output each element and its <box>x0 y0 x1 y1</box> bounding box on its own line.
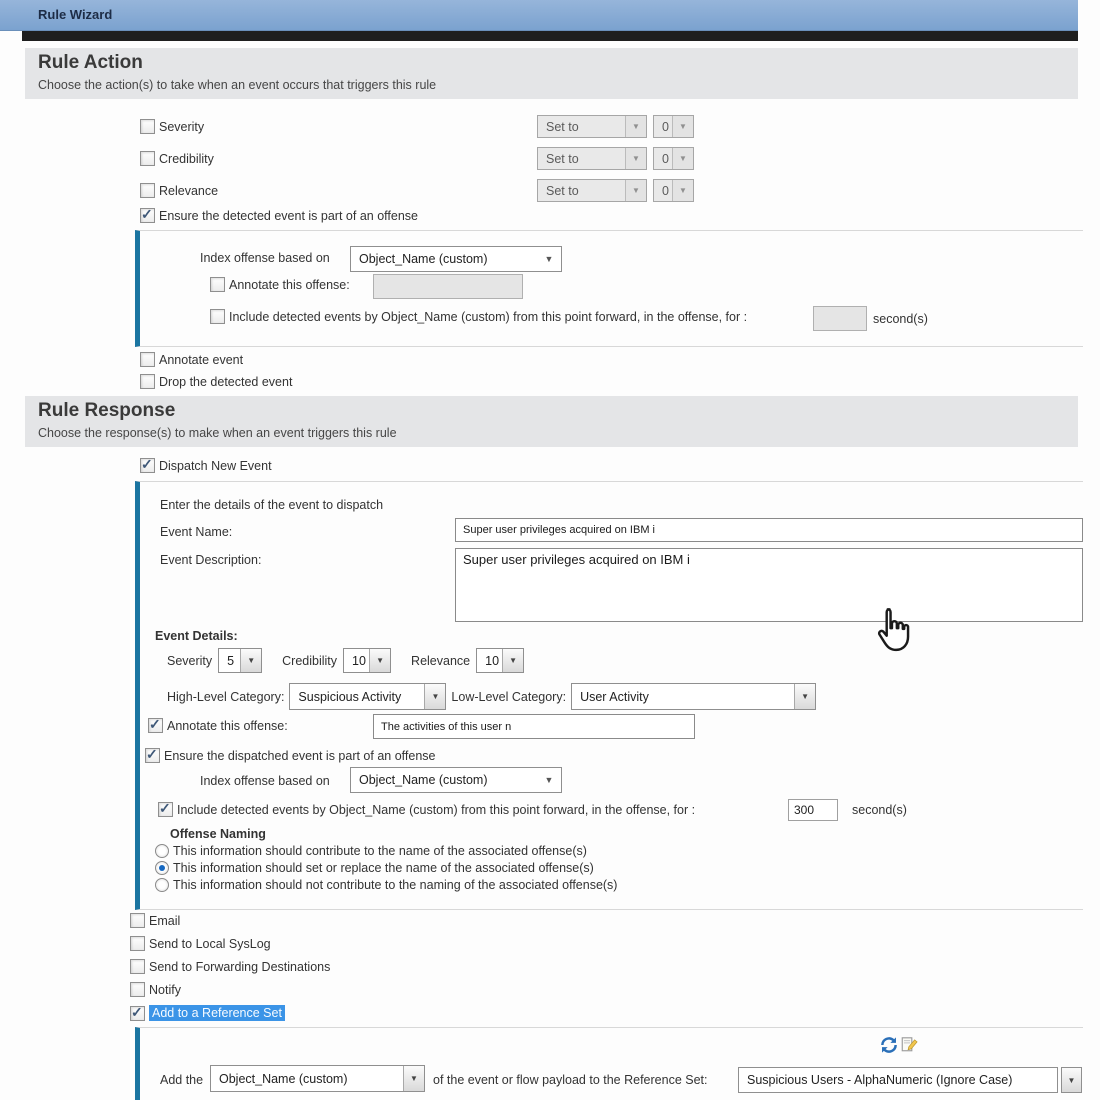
dispatch-details-group <box>135 481 1083 910</box>
credibility-checkbox[interactable] <box>140 151 155 166</box>
window-titlebar <box>0 0 1078 31</box>
high-level-category-dropdown[interactable]: Suspicious Activity ▼ <box>289 683 446 710</box>
event-name-label: Event Name: <box>160 525 233 539</box>
dispatch-severity-dropdown[interactable]: 5 ▼ <box>218 648 262 673</box>
notify-label: Notify <box>149 982 181 997</box>
chevron-down-icon: ▼ <box>672 180 693 201</box>
dispatch-credibility-label: Credibility <box>282 653 338 668</box>
severity-value-dropdown[interactable]: 0 ▼ <box>653 115 694 138</box>
naming-contribute-radio[interactable] <box>155 844 169 858</box>
dispatch-label: Dispatch New Event <box>159 458 272 473</box>
chevron-down-icon: ▼ <box>544 775 554 785</box>
annotate-offense-input[interactable] <box>373 274 523 299</box>
forwarding-checkbox[interactable] <box>130 959 145 974</box>
credibility-label: Credibility <box>159 151 214 166</box>
event-details-label: Event Details: <box>155 629 238 643</box>
chevron-down-icon: ▼ <box>544 254 554 264</box>
index-offense-label: Index offense based on <box>200 251 330 265</box>
dispatch-credibility-dropdown[interactable]: 10 ▼ <box>343 648 391 673</box>
reference-middle-label: of the event or flow payload to the Reference Set: <box>433 1073 708 1087</box>
rule-action-subtitle: Choose the action(s) to take when an event occurs that triggers this rule <box>38 78 437 92</box>
dispatch-checkbox[interactable] <box>140 458 155 473</box>
dispatch-annotate-checkbox[interactable] <box>148 718 163 733</box>
dispatch-annotate-row <box>148 718 288 733</box>
index-offense-row <box>200 251 330 265</box>
event-description-label: Event Description: <box>160 553 262 567</box>
event-name-input[interactable]: Super user privileges acquired on IBM i <box>455 518 1083 542</box>
dispatch-include-checkbox[interactable] <box>158 802 173 817</box>
annotate-offense-label: Annotate this offense: <box>229 277 350 292</box>
chevron-down-icon: ▼ <box>502 649 523 672</box>
severity-label: Severity <box>159 119 205 134</box>
dispatch-include-row <box>158 802 695 817</box>
annotate-event-label: Annotate event <box>159 352 244 367</box>
credibility-value-dropdown[interactable]: 0 ▼ <box>653 147 694 170</box>
ensure-offense-checkbox[interactable] <box>140 208 155 223</box>
reference-set-group <box>135 1027 1083 1100</box>
chevron-down-icon: ▼ <box>424 684 445 709</box>
dispatch-ensure-label: Ensure the dispatched event is part of an offense <box>164 748 436 763</box>
reference-set-label: Add to a Reference Set <box>149 1005 285 1021</box>
reference-field-dropdown[interactable]: Object_Name (custom) ▼ <box>210 1065 425 1092</box>
email-label: Email <box>149 913 181 928</box>
include-events-checkbox[interactable] <box>210 309 225 324</box>
rule-response-title: Rule Response <box>38 400 176 421</box>
include-seconds-input[interactable] <box>813 306 867 331</box>
chevron-down-icon: ▼ <box>240 649 261 672</box>
relevance-row <box>140 183 218 198</box>
dispatch-index-dropdown[interactable]: Object_Name (custom) ▼ <box>350 767 562 793</box>
severity-mode-dropdown[interactable]: Set to ▼ <box>537 115 647 138</box>
credibility-row <box>140 151 214 166</box>
chevron-down-icon: ▼ <box>625 116 646 137</box>
ensure-offense-row <box>140 208 418 223</box>
reference-set-row <box>130 1005 285 1021</box>
refresh-icon[interactable] <box>880 1036 898 1054</box>
dispatch-intro: Enter the details of the event to dispatch <box>160 498 384 512</box>
naming-replace-label: This information should set or replace the name of the associated offense(s) <box>173 861 594 875</box>
dispatch-annotate-input[interactable]: The activities of this user n <box>373 714 695 739</box>
dispatch-ensure-row <box>145 748 435 763</box>
severity-checkbox[interactable] <box>140 119 155 134</box>
credibility-mode-dropdown[interactable]: Set to ▼ <box>537 147 647 170</box>
window-title: Rule Wizard <box>38 7 113 22</box>
offense-options-group <box>135 230 1083 347</box>
reference-set-dropdown[interactable]: Suspicious Users - AlphaNumeric (Ignore Case) <box>738 1067 1058 1093</box>
chevron-down-icon: ▼ <box>369 649 390 672</box>
high-level-category-label: High-Level Category: <box>167 689 285 704</box>
annotate-event-row <box>140 352 243 367</box>
dispatch-relevance-dropdown[interactable]: 10 ▼ <box>476 648 524 673</box>
naming-option-row <box>155 844 587 858</box>
chevron-down-icon: ▼ <box>625 148 646 169</box>
naming-contribute-label: This information should contribute to the name of the associated offense(s) <box>173 844 587 858</box>
include-events-label: Include detected events by Object_Name (custom) from this point forward, in the offense, for : <box>229 309 748 324</box>
rule-action-title: Rule Action <box>38 52 143 73</box>
reference-set-checkbox[interactable] <box>130 1006 145 1021</box>
naming-option-row <box>155 861 594 875</box>
dispatch-seconds-input[interactable]: 300 <box>788 799 838 821</box>
annotate-event-checkbox[interactable] <box>140 352 155 367</box>
naming-option-row <box>155 878 617 892</box>
include-seconds-suffix: second(s) <box>873 312 928 326</box>
rule-response-subtitle: Choose the response(s) to make when an event triggers this rule <box>38 426 397 440</box>
chevron-down-icon: ▼ <box>1062 1068 1081 1092</box>
chevron-down-icon: ▼ <box>672 148 693 169</box>
relevance-label: Relevance <box>159 183 219 198</box>
drop-event-checkbox[interactable] <box>140 374 155 389</box>
ensure-offense-label: Ensure the detected event is part of an offense <box>159 208 418 223</box>
relevance-value-dropdown[interactable]: 0 ▼ <box>653 179 694 202</box>
chevron-down-icon: ▼ <box>403 1066 424 1091</box>
relevance-mode-dropdown[interactable]: Set to ▼ <box>537 179 647 202</box>
syslog-checkbox[interactable] <box>130 936 145 951</box>
rule-action-header <box>25 48 1078 99</box>
reference-set-dropdown-button[interactable] <box>1061 1067 1082 1093</box>
naming-none-radio[interactable] <box>155 878 169 892</box>
event-description-textarea[interactable]: Super user privileges acquired on IBM i <box>455 548 1083 622</box>
titlebar-divider <box>22 31 1078 41</box>
dispatch-row <box>140 458 272 473</box>
offense-naming-label: Offense Naming <box>170 827 266 841</box>
rule-response-header <box>25 396 1078 447</box>
dispatch-relevance-label: Relevance <box>411 653 471 668</box>
chevron-down-icon: ▼ <box>794 684 815 709</box>
dispatch-seconds-suffix: second(s) <box>852 803 907 817</box>
dispatch-annotate-label: Annotate this offense: <box>167 718 288 733</box>
severity-row <box>140 119 204 134</box>
categories-row <box>167 683 816 710</box>
forwarding-row <box>130 959 330 974</box>
annotate-offense-checkbox[interactable] <box>210 277 225 292</box>
dispatch-index-label: Index offense based on <box>200 774 330 788</box>
edit-reference-set-icon[interactable] <box>900 1035 918 1053</box>
drop-event-row <box>140 374 292 389</box>
chevron-down-icon: ▼ <box>625 180 646 201</box>
dispatch-severity-label: Severity <box>167 653 213 668</box>
naming-none-label: This information should not contribute to the naming of the associated offense(s) <box>173 878 618 892</box>
dispatch-ensure-checkbox[interactable] <box>145 748 160 763</box>
forwarding-label: Send to Forwarding Destinations <box>149 959 331 974</box>
include-events-row <box>210 309 747 324</box>
event-scores-row <box>167 648 524 673</box>
syslog-row <box>130 936 271 951</box>
index-offense-dropdown[interactable]: Object_Name (custom) ▼ <box>350 246 562 272</box>
email-row <box>130 913 180 928</box>
add-the-label: Add the <box>160 1073 204 1087</box>
low-level-category-label: Low-Level Category: <box>451 689 567 704</box>
naming-replace-radio[interactable] <box>155 861 169 875</box>
relevance-checkbox[interactable] <box>140 183 155 198</box>
low-level-category-dropdown[interactable]: User Activity ▼ <box>571 683 816 710</box>
dispatch-include-label: Include detected events by Object_Name (custom) from this point forward, in the offense, for : <box>177 802 696 817</box>
chevron-down-icon: ▼ <box>672 116 693 137</box>
annotate-offense-row <box>210 277 350 292</box>
email-checkbox[interactable] <box>130 913 145 928</box>
drop-event-label: Drop the detected event <box>159 374 293 389</box>
notify-row <box>130 982 181 997</box>
notify-checkbox[interactable] <box>130 982 145 997</box>
syslog-label: Send to Local SysLog <box>149 936 271 951</box>
